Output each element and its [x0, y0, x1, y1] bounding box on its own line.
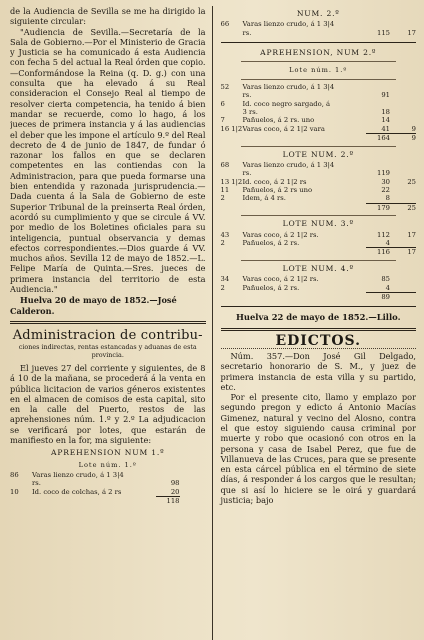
lote-2-heading: LOTE NUM. 2.º [282, 149, 354, 159]
edictos-heading: EDICTOS. [275, 332, 362, 349]
left-column [10, 6, 213, 640]
lot-row [221, 100, 417, 108]
lot-description: Varas coco, á 2 1|2 vara [242, 124, 325, 133]
signature-calderon: Huelva 20 de mayo de 1852.—José Calderon. [10, 295, 177, 316]
lot-row [10, 488, 206, 497]
lot-value [156, 471, 180, 479]
lot-row [221, 29, 417, 37]
lot-description: Pañuelos, á 2 rs. uno [242, 116, 315, 125]
section-divider [10, 321, 206, 324]
lot-value: 14 [381, 116, 390, 125]
lote-2-table [221, 161, 417, 212]
lot-total-row [221, 292, 417, 301]
lot-value: 91 [381, 91, 390, 100]
lot-value: 112 [377, 230, 390, 239]
lot-cents [390, 108, 416, 116]
lot-quantity: 7 [220, 116, 225, 125]
divider [221, 306, 417, 307]
lot-cents [180, 471, 206, 479]
lote-3-heading: LOTE NUM. 3.º [282, 219, 354, 229]
lot-cents: 9 [411, 124, 416, 133]
intro-line: de la Audiencia de Sevilla se me ha dirigido la siguiente circular: [10, 6, 206, 27]
lot-quantity: 43 [220, 230, 230, 239]
lot-row [221, 91, 417, 99]
divider [241, 146, 397, 147]
lot-value: 30 [381, 177, 390, 186]
lot-total-row [221, 134, 417, 143]
lot-cents [390, 239, 416, 248]
lot-row [221, 83, 417, 91]
lot-cents [390, 284, 416, 293]
lot-quantity: 52 [220, 82, 230, 91]
lot-description: Varas coco, á 2 1|2 rs. [242, 230, 319, 239]
lot-value: 41 [381, 124, 390, 133]
lot-total: 164 [366, 134, 390, 143]
lot-total-cents: 9 [390, 134, 416, 143]
lot-cents [390, 100, 416, 108]
signature-lillo: Huelva 22 de mayo de 1852.—Lillo. [235, 312, 401, 323]
lot-cents [390, 169, 416, 177]
lot-description: Id. coco negro sargado, á [242, 99, 331, 108]
lot-description: Pañuelos, á 2 rs uno [242, 186, 313, 195]
lot-cents [390, 116, 416, 124]
lot-cents [390, 186, 416, 194]
lot-quantity: 2 [220, 194, 225, 203]
lot-total: 116 [366, 248, 390, 257]
lote-4-heading: LOTE NUM. 4.º [282, 263, 354, 273]
lot-total-row [221, 203, 417, 212]
lot-cents: 17 [407, 28, 416, 37]
lot-total-cents: 25 [390, 203, 416, 212]
section-title: Administracion de contribu- [12, 327, 203, 343]
lot-value: 8 [385, 194, 390, 203]
lot-description: 3 rs. [242, 107, 258, 116]
lot-total-cents: 17 [390, 248, 416, 257]
lot-row [10, 471, 206, 479]
lot-description: Varas lienzo crudo, á 1 3|4 [242, 20, 335, 29]
lot-quantity [221, 169, 243, 177]
lot-description: rs. [32, 479, 41, 488]
lot-description: Varas coco, á 2 1|2 rs. [242, 275, 319, 284]
lot-value: 115 [377, 28, 390, 37]
lot-total: 118 [156, 497, 180, 506]
lot-description: rs. [242, 28, 252, 37]
lot-quantity: 6 [220, 99, 225, 108]
lot-total: 179 [366, 203, 390, 212]
lot-value [366, 100, 390, 108]
divider [241, 260, 397, 261]
edicto-opening: Núm. 357.—Don José Gil Delgado, secretario honorario de S. M., y juez de primera instancia de esta villa y su partido, etc. [220, 350, 416, 392]
lot-row [10, 479, 206, 487]
edicto-text: Por el presente cito, llamo y emplazo por segundo pregon y edicto á Antonio Macías Gimenez, natural y vecino del Alosno, contra el que estoy siguiendo causa criminal por muerte y robo que ocasionó con otros en la persona y casa de Isabel Perez, que fue de Villanueva de las Cruces, para que se presente en esta cárcel pública en el término de siete días, á responder á los cargos que le resultan; que si así lo hiciere se le oirá y guardará justicia; bajo [220, 392, 416, 506]
lot-value [366, 161, 390, 169]
divider [241, 61, 397, 62]
lot-row [221, 194, 417, 203]
num-2-heading: NUM. 2.º [296, 9, 340, 18]
divider [241, 79, 397, 80]
lot-row [221, 169, 417, 177]
lot-cents: 25 [407, 177, 416, 186]
lot-description: rs. [242, 91, 252, 100]
lot-quantity: 10 [10, 487, 19, 496]
lot-description: Id. coco de colchas, á 2 rs [32, 487, 122, 496]
lot-quantity: 11 [220, 186, 230, 195]
lot-row [221, 178, 417, 186]
section-divider [221, 328, 417, 331]
lot-value: 4 [385, 283, 390, 292]
lot-row [221, 161, 417, 169]
lote-3-table [221, 231, 417, 257]
lot-description: Varas lienzo crudo, á 1 3|4 [242, 82, 335, 91]
lot-cents [390, 194, 416, 203]
lot-total-cents [390, 292, 416, 301]
lot-row [221, 284, 417, 293]
lot-value: 22 [381, 186, 390, 195]
aprehension-1-heading: APREHENSION NUM 1.º [51, 448, 165, 458]
lot-cents: 17 [407, 230, 416, 239]
lot-quantity: 2 [220, 283, 225, 292]
divider [221, 42, 417, 43]
lot-row [221, 108, 417, 116]
lot-cents [390, 275, 416, 283]
lot-row [221, 116, 417, 124]
lot-cents [390, 20, 416, 28]
lot-row [221, 275, 417, 283]
divider [241, 215, 397, 216]
lot-row [221, 186, 417, 194]
lot-value: 119 [377, 169, 390, 178]
lot-cents [180, 479, 206, 487]
lot-row [221, 231, 417, 239]
lote-1-table [221, 83, 417, 143]
lot-value: 20 [170, 487, 180, 496]
lot-row [221, 125, 417, 134]
lot-quantity [221, 29, 243, 37]
lot-row [221, 20, 417, 28]
lot-description: Id. coco, á 2 1|2 rs [242, 177, 307, 186]
lot-cents [390, 91, 416, 99]
lot-value [366, 83, 390, 91]
lot-total-row [221, 248, 417, 257]
lot-value: 18 [381, 107, 390, 116]
lot-quantity: 86 [10, 470, 19, 479]
lot-quantity: 34 [220, 275, 230, 284]
lot-quantity: 16 1|2 [220, 124, 243, 133]
num-2-table [221, 20, 417, 37]
aprehension-2-heading: APREHENSION, NUM 2.º [260, 48, 377, 58]
lot-description: Varas lienzo crudo, á 1 3|4 [242, 160, 335, 169]
lot-description: rs. [242, 169, 252, 178]
lot-quantity: 66 [220, 20, 230, 29]
lot-cents [390, 83, 416, 91]
lot-quantity [221, 108, 243, 116]
lot-total: 89 [366, 292, 390, 301]
section-subtitle: ciones indirectas, rentas estancadas y aduanas de esta provincia. [18, 342, 197, 359]
lot-value [366, 20, 390, 28]
lote-1-heading: Lote núm. 1.º [289, 66, 348, 75]
lot-cents [180, 488, 206, 497]
lot-cents [390, 161, 416, 169]
lot-value: 85 [381, 275, 390, 284]
lot-quantity [221, 91, 243, 99]
right-column [219, 6, 417, 640]
lot-value: 98 [170, 479, 180, 488]
lot-total-row [10, 497, 206, 506]
lot-description: Pañuelos, á 2 rs. [242, 283, 300, 292]
lot-quantity: 13 1|2 [220, 177, 243, 186]
lot-quantity: 2 [220, 238, 225, 247]
circular-text: "Audiencia de Sevilla.—Secretaría de la Sala de Gobierno.—Por el Ministerio de Gracia y Justicia se ha comunicado á esta Audiencia con fecha 5 del actual la Real órden que copio.—Conformándose la Reina (q. D. g.) con una consulta que ha elevado á su Real consideracion el Consejo Real al tiempo de resolver cierta competencia, ha tenido á bien mandar se recuerde, como lo hago, á los jueces de primera instancia y á las audiencias el deber que les impone el artículo 9.º del Real decreto de 4 de junio de 1847, de fundar ó razonar los fallos en que se declaren competentes en las contiendas con la Administracion, para que pueda formarse una bien entendida y razonada jurisprudencia.—Dada cuenta á la Sala de Gobierno de este Superior Tribunal de la preinserta Real órden, acordó su cumplimiento y que se circule á VV. por medio de los Boletines oficiales para su inteligencia, puntual observancia y demas efectos correspondientes.—Dios guarde á VV. muchos años. Sevilla 12 de mayo de 1852.—L. Felipe María de Quinta.—Sres. jueces de primera instancia del territorio de esta Audiencia." [10, 26, 206, 295]
lote-4-table [221, 275, 417, 301]
lot-quantity [10, 479, 32, 487]
lot-row [221, 239, 417, 248]
lot-table-left [10, 471, 206, 506]
auction-notice: El jueves 27 del corriente y siguientes, de 8 á 10 de la mañana, se procederá á la venta en pública licitacion de varios géneros existentes en el almacen de comisos de esta capital, sito en la calle del Puerto, restos de las aprehensiones núm. 1.º y 2.º La adjudicacion se verificará por lotes, que estarán de manifiesto en la for, ma siguiente: [10, 362, 206, 445]
lot-value: 4 [385, 238, 390, 247]
lot-description: Idem, á 4 rs. [242, 194, 286, 203]
lot-quantity: 68 [220, 160, 230, 169]
lote-1-heading: Lote núm. 1.º [78, 460, 137, 469]
lot-description: Varas lienzo crudo, á 1 3|4 [32, 470, 124, 479]
lot-description: Pañuelos, á 2 rs. [242, 238, 300, 247]
